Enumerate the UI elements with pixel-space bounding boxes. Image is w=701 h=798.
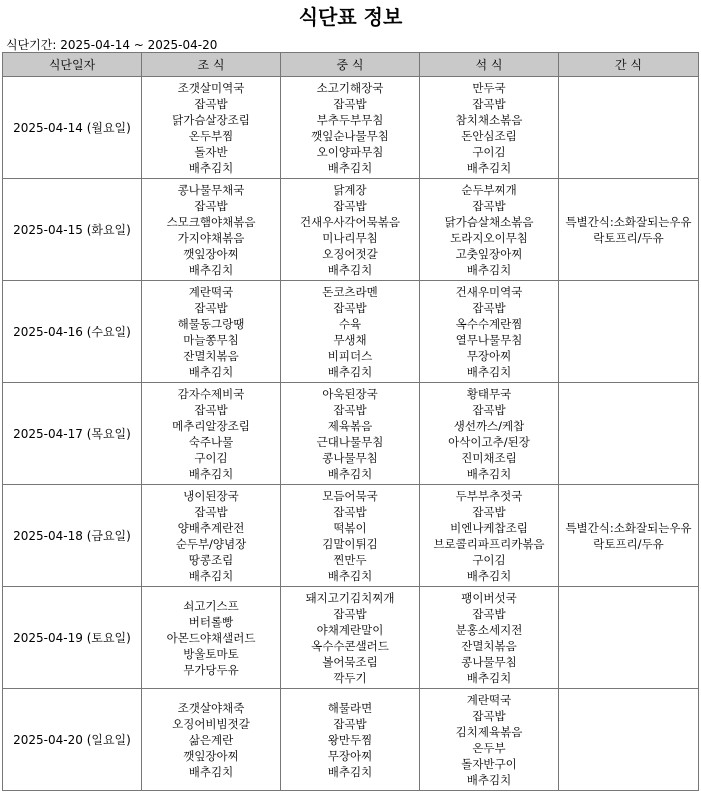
snack-cell (559, 485, 699, 587)
dinner-item: 배추김치 (466, 160, 512, 175)
table-row (3, 485, 699, 587)
breakfast-item: 배추김치 (188, 764, 234, 779)
lunch-item: 수육 (338, 316, 362, 331)
breakfast-item: 땅콩조림 (188, 552, 234, 567)
meal-date: 2025-04-15 (화요일) (3, 179, 142, 281)
lunch-item: 닭계장 (333, 182, 367, 197)
breakfast-item: 순두부/양념장 (175, 536, 247, 551)
dinner-item: 계란떡국 (466, 692, 512, 707)
lunch-item: 김말이튀김 (322, 536, 378, 551)
breakfast-cell (142, 281, 281, 383)
breakfast-item: 배추김치 (188, 262, 234, 277)
dinner-item: 순두부찌개 (461, 182, 517, 197)
dinner-item: 팽이버섯국 (461, 590, 517, 605)
dinner-cell (420, 179, 559, 281)
breakfast-cell (142, 587, 281, 689)
lunch-item: 배추김치 (327, 568, 373, 583)
meal-date: 2025-04-18 (금요일) (3, 485, 142, 587)
dinner-item: 구이김 (472, 144, 506, 159)
dinner-item: 아삭이고추/된장 (448, 434, 530, 449)
lunch-item: 잡곡밥 (333, 402, 367, 417)
lunch-item: 모듬어묵국 (322, 488, 378, 503)
lunch-cell (281, 179, 420, 281)
dinner-item: 온두부 (472, 740, 506, 755)
breakfast-item: 방울토마토 (183, 646, 239, 661)
lunch-cell (281, 77, 420, 179)
dinner-item: 옥수수계란찜 (455, 316, 523, 331)
lunch-item: 근대나물무침 (316, 434, 384, 449)
meal-date: 2025-04-19 (토요일) (3, 587, 142, 689)
breakfast-item: 구이김 (194, 450, 228, 465)
breakfast-item: 잡곡밥 (194, 402, 228, 417)
dinner-cell (420, 485, 559, 587)
dinner-item: 건새우미역국 (455, 284, 523, 299)
breakfast-item: 쇠고기스프 (183, 598, 239, 613)
breakfast-item: 버터롤빵 (188, 614, 234, 629)
dinner-item: 황태무국 (466, 386, 512, 401)
lunch-item: 돼지고기김치찌개 (305, 590, 395, 605)
breakfast-item: 깻잎장아찌 (183, 748, 239, 763)
breakfast-item: 오징어비빔젓갈 (172, 716, 250, 731)
table-row (3, 689, 699, 791)
lunch-item: 건새우사각어묵볶음 (300, 214, 400, 229)
dinner-item: 배추김치 (466, 568, 512, 583)
header-date: 식단일자 (3, 53, 142, 77)
lunch-item: 소고기해장국 (316, 80, 384, 95)
table-body (3, 77, 699, 791)
lunch-item: 잡곡밥 (333, 716, 367, 731)
dinner-cell (420, 587, 559, 689)
dinner-item: 만두국 (472, 80, 506, 95)
dinner-item: 도라지오이무침 (450, 230, 528, 245)
breakfast-item: 돌자반 (194, 144, 228, 159)
dinner-item: 잡곡밥 (472, 198, 506, 213)
breakfast-item: 해물동그랑땡 (177, 316, 245, 331)
dinner-item: 배추김치 (466, 364, 512, 379)
dinner-item: 브로콜리파프리카볶음 (433, 536, 545, 551)
header-breakfast: 조 식 (142, 53, 281, 77)
dinner-cell (420, 689, 559, 791)
dinner-item: 배추김치 (466, 262, 512, 277)
breakfast-item: 아몬드야채샐러드 (166, 630, 256, 645)
lunch-cell (281, 281, 420, 383)
dinner-item: 잡곡밥 (472, 606, 506, 621)
snack-cell (559, 587, 699, 689)
lunch-item: 돈코츠라멘 (322, 284, 378, 299)
lunch-item: 왕만두찜 (327, 732, 373, 747)
dinner-item: 분홍소세지전 (455, 622, 523, 637)
breakfast-item: 감자수제비국 (177, 386, 245, 401)
breakfast-item: 숙주나물 (188, 434, 234, 449)
lunch-item: 오이양파무침 (316, 144, 384, 159)
page-title: 식단표 정보 (298, 5, 403, 29)
breakfast-item: 콩나물무채국 (177, 182, 245, 197)
breakfast-item: 닭가슴살장조림 (172, 112, 250, 127)
dinner-item: 돌자반구이 (461, 756, 517, 771)
breakfast-item: 잡곡밥 (194, 300, 228, 315)
dinner-item: 돈안심조림 (461, 128, 517, 143)
lunch-item: 잡곡밥 (333, 504, 367, 519)
breakfast-item: 배추김치 (188, 466, 234, 481)
dinner-item: 진미채조림 (461, 450, 517, 465)
lunch-item: 비피더스 (327, 348, 373, 363)
snack-cell (559, 689, 699, 791)
breakfast-item: 조갯살야채죽 (177, 700, 245, 715)
dinner-item: 두부부추젓국 (455, 488, 523, 503)
meal-date: 2025-04-14 (월요일) (3, 77, 142, 179)
dinner-item: 비엔나케찹조림 (450, 520, 528, 535)
breakfast-item: 메추리알장조림 (172, 418, 250, 433)
breakfast-cell (142, 77, 281, 179)
lunch-cell (281, 485, 420, 587)
lunch-item: 잡곡밥 (333, 96, 367, 111)
breakfast-item: 잔멸치볶음 (183, 348, 239, 363)
lunch-item: 배추김치 (327, 764, 373, 779)
table-row (3, 383, 699, 485)
snack-item: 특별간식:소화잘되는우유 (565, 214, 692, 229)
breakfast-item: 잡곡밥 (194, 198, 228, 213)
lunch-item: 찐만두 (333, 552, 367, 567)
lunch-item: 야채계란말이 (316, 622, 384, 637)
table-row (3, 281, 699, 383)
lunch-item: 잡곡밥 (333, 300, 367, 315)
lunch-item: 무생채 (333, 332, 367, 347)
dinner-item: 참치채소볶음 (455, 112, 523, 127)
breakfast-item: 무가당두유 (183, 662, 239, 677)
dinner-item: 배추김치 (466, 670, 512, 685)
snack-cell (559, 281, 699, 383)
breakfast-cell (142, 383, 281, 485)
dinner-item: 구이김 (472, 552, 506, 567)
lunch-cell (281, 689, 420, 791)
meal-period: 식단기간: 2025-04-14 ~ 2025-04-20 (6, 38, 218, 52)
dinner-item: 김치제육볶음 (455, 724, 523, 739)
meal-date: 2025-04-17 (목요일) (3, 383, 142, 485)
dinner-cell (420, 383, 559, 485)
breakfast-item: 냉이된장국 (183, 488, 239, 503)
lunch-item: 해물라면 (327, 700, 373, 715)
snack-item: 특별간식:소화잘되는우유 (565, 520, 692, 535)
lunch-item: 아욱된장국 (322, 386, 378, 401)
breakfast-item: 스모크햄야채볶음 (166, 214, 256, 229)
breakfast-item: 계란떡국 (188, 284, 234, 299)
breakfast-item: 배추김치 (188, 160, 234, 175)
table-header-row (3, 53, 699, 77)
table-row (3, 587, 699, 689)
lunch-cell (281, 383, 420, 485)
dinner-cell (420, 281, 559, 383)
meal-date: 2025-04-20 (일요일) (3, 689, 142, 791)
snack-cell (559, 179, 699, 281)
lunch-item: 배추김치 (327, 160, 373, 175)
dinner-item: 열무나물무침 (455, 332, 523, 347)
breakfast-item: 잡곡밥 (194, 504, 228, 519)
lunch-item: 오징어젓갈 (322, 246, 378, 261)
breakfast-cell (142, 485, 281, 587)
table-row (3, 179, 699, 281)
lunch-item: 깍두기 (333, 670, 367, 685)
breakfast-item: 가지야채볶음 (177, 230, 245, 245)
dinner-item: 닭가슴살채소볶음 (444, 214, 534, 229)
meal-table (2, 52, 699, 791)
breakfast-item: 양배추계란전 (177, 520, 245, 535)
lunch-item: 배추김치 (327, 364, 373, 379)
lunch-item: 깻잎순나물무침 (311, 128, 389, 143)
header-snack: 간 식 (559, 53, 699, 77)
breakfast-item: 배추김치 (188, 568, 234, 583)
breakfast-item: 삶은계란 (188, 732, 234, 747)
header-dinner: 석 식 (420, 53, 559, 77)
meal-date: 2025-04-16 (수요일) (3, 281, 142, 383)
dinner-item: 잡곡밥 (472, 300, 506, 315)
lunch-item: 옥수수콘샐러드 (311, 638, 389, 653)
lunch-item: 떡볶이 (333, 520, 367, 535)
breakfast-item: 깻잎장아찌 (183, 246, 239, 261)
lunch-item: 미나리무침 (322, 230, 378, 245)
lunch-item: 배추김치 (327, 466, 373, 481)
lunch-cell (281, 587, 420, 689)
lunch-item: 잡곡밥 (333, 198, 367, 213)
dinner-item: 고춧잎장아찌 (455, 246, 523, 261)
dinner-item: 잔멸치볶음 (461, 638, 517, 653)
breakfast-item: 잡곡밥 (194, 96, 228, 111)
dinner-item: 무장아찌 (466, 348, 512, 363)
dinner-item: 잡곡밥 (472, 504, 506, 519)
lunch-item: 무장아찌 (327, 748, 373, 763)
snack-cell (559, 77, 699, 179)
dinner-item: 배추김치 (466, 772, 512, 787)
dinner-item: 잡곡밥 (472, 708, 506, 723)
header-lunch: 중 식 (281, 53, 420, 77)
breakfast-cell (142, 179, 281, 281)
snack-item: 락토프리/두유 (593, 536, 664, 551)
table-row (3, 77, 699, 179)
breakfast-item: 온두부찜 (188, 128, 234, 143)
dinner-cell (420, 77, 559, 179)
breakfast-item: 조갯살미역국 (177, 80, 245, 95)
dinner-item: 잡곡밥 (472, 96, 506, 111)
dinner-item: 생선까스/케찹 (453, 418, 525, 433)
dinner-item: 배추김치 (466, 466, 512, 481)
dinner-item: 콩나물무침 (461, 654, 517, 669)
lunch-item: 볼어묵조림 (322, 654, 378, 669)
snack-item: 락토프리/두유 (593, 230, 664, 245)
breakfast-cell (142, 689, 281, 791)
snack-cell (559, 383, 699, 485)
breakfast-item: 배추김치 (188, 364, 234, 379)
lunch-item: 제육볶음 (327, 418, 373, 433)
lunch-item: 부추두부무침 (316, 112, 384, 127)
breakfast-item: 마늘쫑무침 (183, 332, 239, 347)
lunch-item: 배추김치 (327, 262, 373, 277)
lunch-item: 콩나물무침 (322, 450, 378, 465)
lunch-item: 잡곡밥 (333, 606, 367, 621)
dinner-item: 잡곡밥 (472, 402, 506, 417)
